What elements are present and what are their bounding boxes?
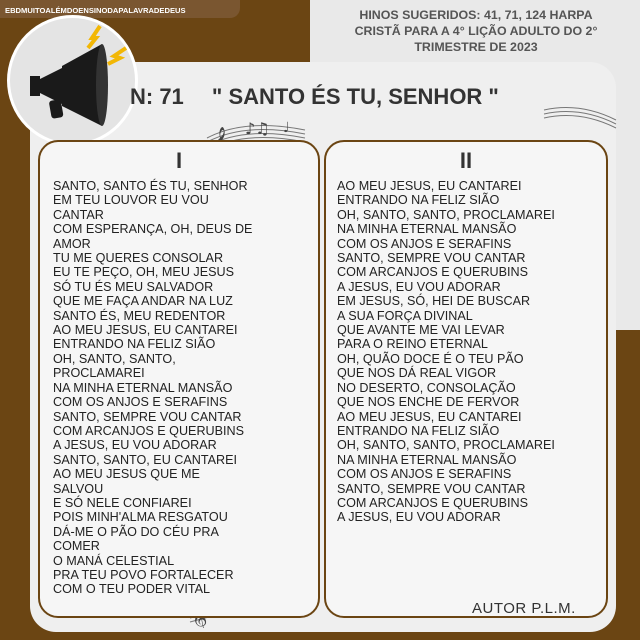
lyric-line: ENTRANDO NA FELIZ SIÃO	[337, 193, 500, 208]
lyric-line: COM OS ANJOS E SERAFINS	[337, 467, 512, 482]
hymn-number: N: 71	[130, 84, 184, 109]
lyric-line: A SUA FORÇA DIVINAL	[337, 308, 473, 323]
verse-panel-2	[324, 140, 608, 618]
suggested-hymns	[326, 7, 626, 55]
lyric-line: EM TEU LOUVOR EU VOU	[53, 193, 209, 208]
lyric-line: PARA O REINO ETERNAL	[337, 337, 488, 352]
lyric-line: NA MINHA ETERNAL MANSÃO	[337, 452, 517, 467]
lyric-line: COMER	[53, 539, 100, 554]
lyric-line: AO MEU JESUS, EU CANTAREI	[337, 179, 522, 193]
lyric-line: PRA TEU POVO FORTALECER	[53, 567, 234, 582]
lyric-line: COM OS ANJOS E SERAFINS	[53, 395, 228, 410]
lyric-line: CANTAR	[53, 207, 104, 222]
lyric-line: E SÓ NELE CONFIAREI	[53, 495, 192, 510]
lyric-line: SANTO, SANTO, EU CANTAREI	[53, 452, 238, 467]
lyric-line: AO MEU JESUS, EU CANTAREI	[53, 323, 238, 338]
lyric-line: QUE NOS DÁ REAL VIGOR	[337, 366, 497, 381]
hymn-name: " SANTO ÉS TU, SENHOR "	[211, 84, 499, 109]
lyric-line: ENTRANDO NA FELIZ SIÃO	[337, 423, 500, 438]
source-tag-bar	[0, 0, 240, 18]
lyric-line: A JESUS, EU VOU ADORAR	[337, 510, 501, 525]
lyric-line: COM ARCANJOS E QUERUBINS	[53, 423, 245, 438]
hinos-line: HINOS SUGERIDOS: 41, 71, 124 HARPA	[359, 8, 593, 22]
verse-heading: II	[459, 148, 473, 173]
author-credit: AUTOR P.L.M.	[472, 600, 576, 617]
megaphone-badge	[7, 15, 138, 146]
svg-text:♪♫: ♪♫	[245, 119, 270, 138]
lyrics-list	[337, 179, 598, 525]
lyric-line: EU TE PEÇO, OH, MEU JESUS	[53, 265, 235, 280]
lyric-line: COM ARCANJOS E QUERUBINS	[337, 495, 529, 510]
lyric-line: AO MEU JESUS, EU CANTAREI	[337, 409, 522, 424]
lyric-line: OH, SANTO, SANTO, PROCLAMAREI	[337, 438, 555, 453]
lyric-line: AO MEU JESUS QUE ME	[53, 467, 200, 482]
lyric-line: OH, SANTO, SANTO, PROCLAMAREI	[337, 207, 555, 222]
lyric-line: SANTO, SEMPRE VOU CANTAR	[337, 481, 526, 496]
lyric-line: DÁ-ME O PÃO DO CÉU PRA	[53, 524, 219, 539]
lyric-line: TU ME QUERES CONSOLAR	[53, 251, 224, 266]
lyric-line: QUE NOS ENCHE DE FERVOR	[337, 395, 520, 410]
lyric-line: SANTO, SANTO ÉS TU, SENHOR	[53, 179, 248, 193]
lyric-line: SALVOU	[53, 481, 104, 496]
lyric-line: NO DESERTO, CONSOLAÇÃO	[337, 380, 516, 395]
lyric-line: EM JESUS, SÓ, HEI DE BUSCAR	[337, 294, 531, 309]
lyric-line: SANTO, SEMPRE VOU CANTAR	[337, 251, 526, 266]
lyric-line: COM ESPERANÇA, OH, DEUS DE	[53, 222, 253, 237]
lyric-line: QUE ME FAÇA ANDAR NA LUZ	[53, 294, 233, 309]
svg-text:♩: ♩	[283, 120, 290, 136]
lyric-line: COM OS ANJOS E SERAFINS	[337, 236, 512, 251]
lyric-line: AMOR	[53, 236, 91, 251]
lyric-line: QUE AVANTE ME VAI LEVAR	[337, 323, 505, 338]
lyric-line: NA MINHA ETERNAL MANSÃO	[53, 380, 233, 395]
lyric-line: O MANÁ CELESTIAL	[53, 553, 175, 568]
lyric-line: SANTO, SEMPRE VOU CANTAR	[53, 409, 242, 424]
lyric-line: A JESUS, EU VOU ADORAR	[53, 438, 217, 453]
hinos-line: CRISTÃ PARA A 4° LIÇÃO ADULTO DO 2°	[354, 24, 598, 38]
megaphone-icon	[10, 18, 135, 143]
lyric-line: A JESUS, EU VOU ADORAR	[337, 279, 501, 294]
lyric-line: SANTO ÉS, MEU REDENTOR	[53, 308, 226, 323]
verse-panel-1	[38, 140, 320, 618]
hinos-line: TRIMESTRE DE 2023	[414, 40, 538, 54]
lyric-line: SÓ TU ÉS MEU SALVADOR	[53, 279, 214, 294]
lyric-line: OH, SANTO, SANTO,	[53, 351, 176, 366]
lyric-line: PROCLAMAREI	[53, 366, 145, 381]
lyric-line: OH, QUÃO DOCE É O TEU PÃO	[337, 351, 524, 366]
lyric-line: COM O TEU PODER VITAL	[53, 582, 210, 597]
lyric-line: POIS MINH'ALMA RESGATOU	[53, 510, 228, 525]
lyric-line: COM ARCANJOS E QUERUBINS	[337, 265, 529, 280]
lyric-line: NA MINHA ETERNAL MANSÃO	[337, 222, 517, 237]
verse-heading: I	[175, 148, 183, 173]
lyric-line: ENTRANDO NA FELIZ SIÃO	[53, 337, 216, 352]
lyrics-list	[53, 179, 310, 597]
hymn-title	[130, 84, 499, 110]
source-tag: EBDMUITOALÉMDOENSINODAPALAVRADEDEUS	[5, 6, 186, 15]
